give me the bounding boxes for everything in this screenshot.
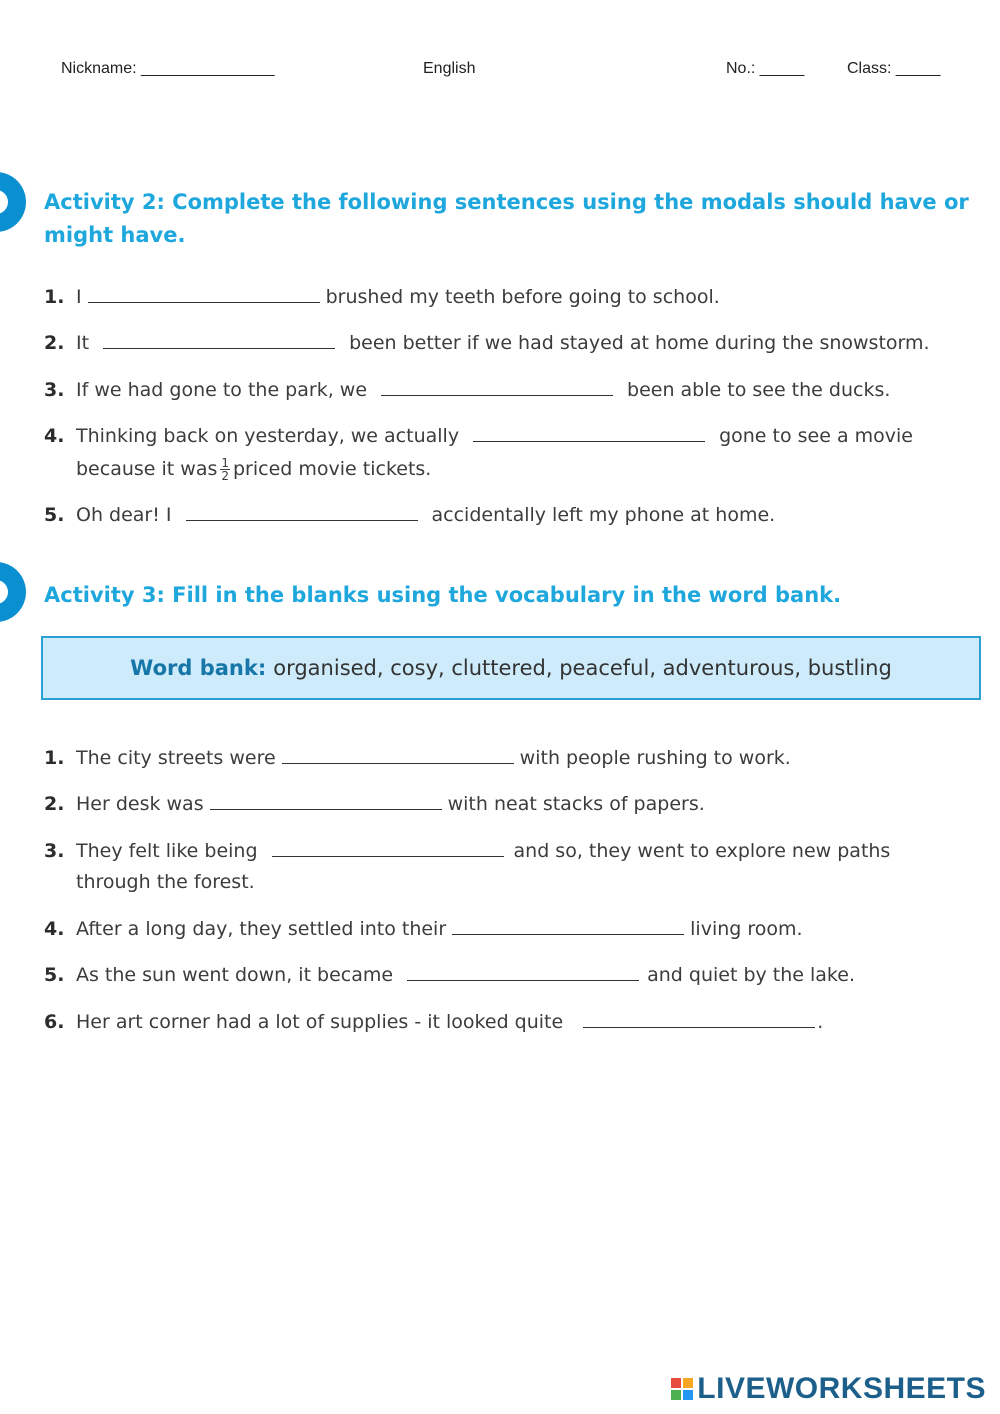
question-text-before: Oh dear! I <box>76 504 172 526</box>
activity-circle-icon <box>0 562 26 622</box>
question-text-line2-before: because it was <box>76 458 218 480</box>
answer-blank[interactable] <box>452 933 684 935</box>
answer-blank[interactable] <box>473 440 705 442</box>
question-text-after: brushed my teeth before going to school. <box>325 286 720 308</box>
answer-blank[interactable] <box>282 762 514 764</box>
liveworksheets-logo <box>671 1372 986 1406</box>
logo-square-2 <box>683 1378 693 1388</box>
logo-icon <box>671 1378 693 1400</box>
activity-3-question-6 <box>44 1007 984 1038</box>
subject-label: English <box>423 60 476 77</box>
question-number: 6. <box>44 1011 65 1033</box>
question-text-after: with people rushing to work. <box>519 747 791 769</box>
question-number: 2. <box>44 793 65 815</box>
activity-2-question-3 <box>44 375 984 406</box>
question-text-after: been better if we had stayed at home during the snowstorm. <box>349 332 930 354</box>
question-number: 5. <box>44 504 65 526</box>
question-number: 4. <box>44 425 65 447</box>
word-bank-box <box>41 636 981 700</box>
activity-2-question-5 <box>44 500 984 531</box>
number-field: No.: _____ <box>726 60 805 77</box>
activity-2-question-1 <box>44 282 984 313</box>
question-text-before: The city streets were <box>76 747 276 769</box>
activity-3-question-4 <box>44 914 984 945</box>
question-text-before: After a long day, they settled into their <box>76 918 447 940</box>
question-text-before: They felt like being <box>76 840 258 862</box>
activity-3-question-5 <box>44 960 984 991</box>
question-text-before: Her desk was <box>76 793 204 815</box>
question-text-before: As the sun went down, it became <box>76 964 394 986</box>
question-text-after: living room. <box>690 918 803 940</box>
question-text-after: with neat stacks of papers. <box>447 793 705 815</box>
question-text-after: accidentally left my phone at home. <box>431 504 776 526</box>
question-number: 1. <box>44 286 65 308</box>
question-number: 2. <box>44 332 65 354</box>
logo-square-3 <box>671 1390 681 1400</box>
activity-3-question-3 <box>44 836 984 898</box>
activity-3-question-1 <box>44 743 984 774</box>
question-text-line2-after: priced movie tickets. <box>233 458 432 480</box>
nickname-field: Nickname: _______________ <box>61 60 275 77</box>
question-number: 5. <box>44 964 65 986</box>
question-text-before: Her art corner had a lot of supplies - it looked quite <box>76 1011 564 1033</box>
worksheet-header <box>0 60 1000 84</box>
question-text-line2: through the forest. <box>76 871 255 893</box>
word-bank-words: organised, cosy, cluttered, peaceful, adventurous, bustling <box>273 656 892 680</box>
fraction-numerator: 1 <box>221 456 229 470</box>
question-text-after: and quiet by the lake. <box>647 964 855 986</box>
question-text-after: gone to see a movie <box>719 425 913 447</box>
question-text-before: Thinking back on yesterday, we actually <box>76 425 460 447</box>
answer-blank[interactable] <box>381 394 613 396</box>
half-fraction <box>220 457 230 482</box>
question-text-before: It <box>76 332 90 354</box>
activity-3-question-2 <box>44 789 984 820</box>
answer-blank[interactable] <box>272 855 504 857</box>
question-number: 3. <box>44 379 65 401</box>
logo-square-1 <box>671 1378 681 1388</box>
answer-blank[interactable] <box>407 979 639 981</box>
question-text-after: . <box>817 1011 824 1033</box>
question-text-after: been able to see the ducks. <box>627 379 891 401</box>
activity-circle-icon <box>0 172 26 232</box>
answer-blank[interactable] <box>583 1026 815 1028</box>
class-field: Class: _____ <box>847 60 941 77</box>
question-number: 3. <box>44 840 65 862</box>
fraction-denominator: 2 <box>221 469 229 483</box>
logo-text: LIVEWORKSHEETS <box>697 1372 986 1405</box>
activity-3-title: Activity 3: Fill in the blanks using the vocabulary in the word bank. <box>44 583 842 607</box>
question-text-before: I <box>76 286 82 308</box>
answer-blank[interactable] <box>88 301 320 303</box>
question-number: 1. <box>44 747 65 769</box>
activity-2-question-4 <box>44 421 984 485</box>
question-number: 4. <box>44 918 65 940</box>
answer-blank[interactable] <box>186 519 418 521</box>
word-bank-label: Word bank: <box>130 656 267 680</box>
activity-2-title: Activity 2: Complete the following sentences using the modals should have or might have. <box>44 190 969 247</box>
answer-blank[interactable] <box>210 808 442 810</box>
logo-square-4 <box>683 1390 693 1400</box>
activity-2-question-2 <box>44 328 984 359</box>
question-text-before: If we had gone to the park, we <box>76 379 368 401</box>
question-text-after: and so, they went to explore new paths <box>513 840 891 862</box>
answer-blank[interactable] <box>103 347 335 349</box>
